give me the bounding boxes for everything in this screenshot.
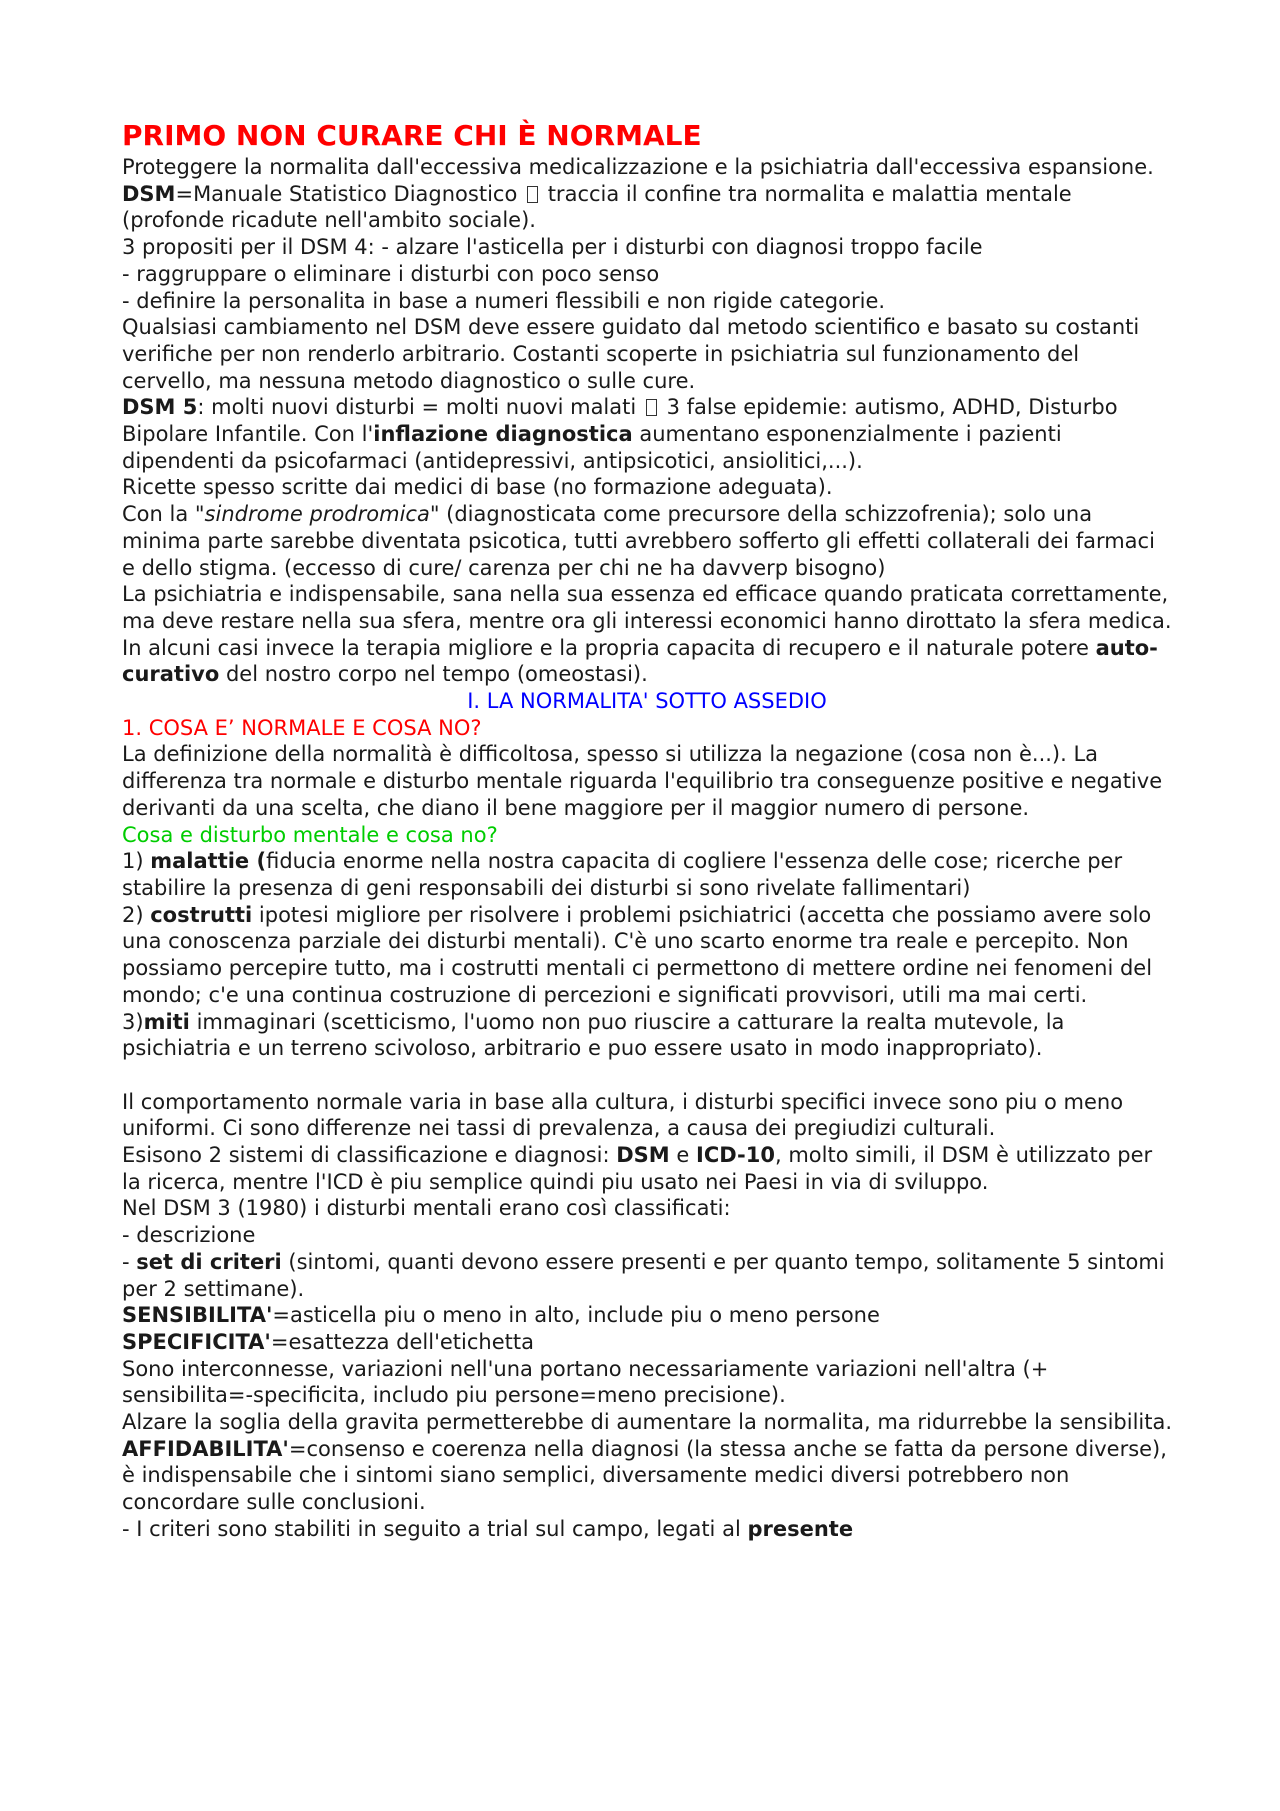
- dsm-term: DSM: [122, 181, 176, 206]
- dsm-def-b: traccia il confine tra normalita e malattia mentale (profonde ricadute nell'ambito sociale).: [122, 181, 1072, 233]
- chapter-heading: I. LA NORMALITA' SOTTO ASSEDIO: [467, 689, 827, 714]
- document-title: PRIMO NON CURARE CHI È NORMALE: [122, 119, 702, 152]
- dsm5-bold: inflazione diagnostica: [373, 422, 633, 447]
- intro-paragraph: Proteggere la normalita dall'eccessiva medicalizzazione e la psichiatria dall'eccessiva espansione.: [122, 155, 1154, 179]
- recipes-paragraph: Ricette spesso scritte dai medici di base (no formazione adeguata).: [122, 475, 833, 500]
- sensitivity-line: [122, 1302, 1172, 1329]
- dsm5-term: DSM 5: [122, 395, 198, 420]
- criteria-bold: set di criteri: [136, 1249, 282, 1274]
- psych-text-b: del nostro corpo nel tempo (omeostasi).: [219, 662, 648, 687]
- dsm3-paragraph: Nel DSM 3 (1980) i disturbi mentali erano così classificati:: [122, 1196, 731, 1221]
- criteria-dash: -: [122, 1249, 137, 1274]
- systems-icd: ICD-10: [696, 1143, 775, 1167]
- list-item-text: immaginari (scetticismo, l'uomo non puo riuscire a catturare la realta mutevole, la psichiatria e un terreno scivoloso, arbitrario e puo essere usato in modo inappropriato).: [122, 1009, 1065, 1061]
- specificity-line: [122, 1329, 1172, 1356]
- list-item-term: costrutti: [150, 902, 253, 927]
- list-item: [122, 902, 1172, 1009]
- subsection-heading: Cosa e disturbo mentale e cosa no?: [122, 822, 498, 847]
- psychiatry-paragraph: [122, 581, 1172, 688]
- reliability-term: AFFIDABILITA': [122, 1436, 289, 1461]
- change-paragraph: Qualsiasi cambiamento nel DSM deve essere guidato dal metodo scientifico e basato su costanti verifiche per non renderlo arbitrario. Costanti scoperte in psichiatria sul funzionamento del cervello, ma nessuna metodo diagnostico o sulle cure.: [122, 315, 1140, 393]
- psych-bold: auto-curativo: [122, 635, 1158, 687]
- trial-text: - I criteri sono stabiliti in seguito a trial sul campo, legati al: [122, 1516, 748, 1541]
- systems-e: e: [669, 1143, 696, 1167]
- reliability-text: =consenso e coerenza nella diagnosi (la stessa anche se fatta da persone diverse), è indispensabile che i sintomi siano semplici, diversamente medici diversi potrebbero non concordare sulle conclusioni.: [122, 1436, 1167, 1515]
- reliability-paragraph: [122, 1436, 1172, 1516]
- list-number: 2): [122, 902, 151, 927]
- list-item-term: malattie (: [150, 849, 267, 874]
- list-item: [122, 1009, 1172, 1062]
- sindrome-text-b: " (diagnosticata come precursore della schizzofrenia); solo una minima parte sarebbe diventata psicotica, tutti avrebbero sofferto gli effetti collaterali dei farmaci e dello stigma. (eccesso di cure/ carenza per chi ne ha davverp bisogno): [122, 502, 1155, 580]
- blank-line: [122, 1062, 1172, 1089]
- dsm4-line-2: - raggruppare o eliminare i disturbi con poco senso: [122, 261, 660, 286]
- threshold-paragraph: Alzare la soglia della gravita permetterebbe di aumentare la normalita, ma ridurrebbe la sensibilita.: [122, 1410, 1173, 1435]
- list-number: 1): [122, 849, 151, 874]
- missing-glyph-icon: [646, 399, 657, 416]
- missing-glyph-icon: [527, 186, 538, 203]
- dsm4-line-1: 3 propositi per il DSM 4: - alzare l'asticella per i disturbi con diagnosi troppo facile: [122, 235, 983, 260]
- dsm-def-a: =Manuale Statistico Diagnostico: [175, 181, 518, 206]
- dsm5-text-a: : molti nuovi disturbi = molti nuovi malati: [197, 395, 637, 420]
- document-page: [122, 118, 1172, 1543]
- trial-bold: presente: [747, 1516, 854, 1541]
- list-number: 3): [122, 1009, 144, 1034]
- list-item-text: ipotesi migliore per risolvere i problemi psichiatrici (accetta che possiamo avere solo una conoscenza parziale dei disturbi mentali). C'è uno scarto enorme tra reale e percepito. Non possiamo percepire tutto, ma i costrutti mentali ci permettono di mettere ordine nei fenomeni del mondo; c'e una continua costruzione di percezioni e significati provvisori, utili ma mai certi.: [122, 902, 1153, 1007]
- criteria-line: [122, 1249, 1172, 1302]
- systems-dsm: DSM: [616, 1143, 670, 1167]
- dsm5-text-b: 3 false epidemie: autismo, ADHD, Disturbo Bipolare Infantile. Con l': [122, 395, 1118, 447]
- description-line: - descrizione: [122, 1223, 256, 1248]
- interconnection-paragraph: Sono interconnesse, variazioni nell'una portano necessariamente variazioni nell'altra (+ sensibilita=-specificita, includo piu persone=meno precisione).: [122, 1356, 1049, 1408]
- dsm5-text-c: aumentano esponenzialmente i pazienti dipendenti da psicofarmaci (antidepressivi, antipsicotici, ansiolitici,...).: [122, 422, 1062, 473]
- dsm4-line-3: - definire la personalita in base a numeri flessibili e non rigide categorie.: [122, 288, 886, 313]
- dsm-definition: [122, 181, 1172, 234]
- normality-paragraph: La definizione della normalità è difficoltosa, spesso si utilizza la negazione (cosa non è...). La differenza tra normale e disturbo mentale riguarda l'equilibrio tra conseguenze positive e negative derivanti da una scelta, che diano il bene maggiore per il maggior numero di persone.: [122, 742, 1163, 820]
- trial-line: [122, 1516, 1172, 1543]
- psych-text-a: La psichiatria e indispensabile, sana nella sua essenza ed efficace quando praticata correttamente, ma deve restare nella sua sfera, mentre ora gli interessi economici hanno dirottato la sfera medica. In alcuni casi invece la terapia migliore e la propria capacita di recupero e il naturale potere: [122, 582, 1172, 660]
- sindrome-italic: sindrome prodromica: [204, 502, 430, 527]
- list-item-text: fiducia enorme nella nostra capacita di cogliere l'essenza delle cose; ricerche per stabilire la presenza di geni responsabili dei disturbi si sono rivelate fallimentari): [122, 849, 1123, 900]
- culture-paragraph: Il comportamento normale varia in base alla cultura, i disturbi specifici invece sono piu o meno uniformi. Ci sono differenze nei tassi di prevalenza, a causa dei pregiudizi culturali.: [122, 1089, 1124, 1141]
- specificity-term: SPECIFICITA': [122, 1329, 271, 1354]
- criteria-text: (sintomi, quanti devono essere presenti e per quanto tempo, solitamente 5 sintomi per 2 settimane).: [122, 1249, 1165, 1301]
- sindrome-paragraph: [122, 501, 1172, 581]
- section-heading: 1. COSA E’ NORMALE E COSA NO?: [122, 715, 482, 740]
- dsm5-paragraph: [122, 394, 1172, 474]
- specificity-text: =esattezza dell'etichetta: [270, 1329, 534, 1354]
- sindrome-text-a: Con la ": [122, 502, 205, 527]
- list-item-term: miti: [143, 1009, 190, 1034]
- sensitivity-text: =asticella piu o meno in alto, include piu o meno persone: [272, 1303, 880, 1328]
- systems-text-a: Esisono 2 sistemi di classificazione e diagnosi:: [122, 1143, 617, 1167]
- sensitivity-term: SENSIBILITA': [122, 1303, 273, 1328]
- systems-paragraph: [122, 1142, 1172, 1195]
- list-item: [122, 848, 1172, 901]
- systems-text-b: , molto simili, il DSM è utilizzato per la ricerca, mentre l'ICD è piu semplice quindi piu usato nei Paesi in via di sviluppo.: [122, 1143, 1153, 1194]
